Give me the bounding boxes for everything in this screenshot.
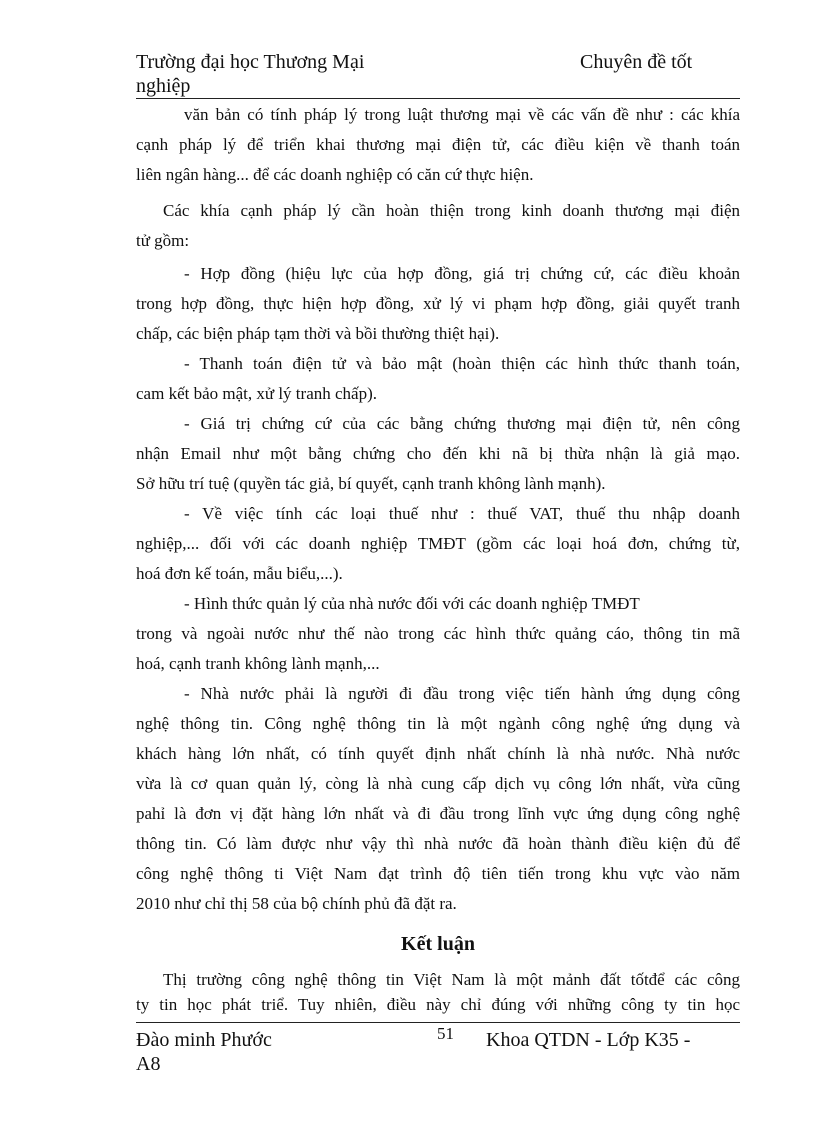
- footer-author-class: A8: [136, 1053, 161, 1075]
- body-line: - Hợp đồng (hiệu lực của hợp đồng, giá trị chứng cứ, các điều khoản: [184, 264, 740, 283]
- body-line: trong và ngoài nước như thế nào trong các hình thức quảng cáo, thông tin mã: [136, 624, 740, 643]
- footer-department: Khoa QTDN - Lớp K35 -: [486, 1029, 691, 1051]
- body-line: trong hợp đồng, thực hiện hợp đồng, xử lý vi phạm hợp đồng, giải quyết tranh: [136, 294, 740, 313]
- body-line: - Về việc tính các loại thuế như : thuế VAT, thuế thu nhập doanh: [184, 504, 740, 523]
- body-line: Sở hữu trí tuệ (quyền tác giả, bí quyết, cạnh tranh không lành mạnh).: [136, 474, 606, 493]
- header-document-title: Chuyên đề tốt: [580, 51, 693, 73]
- header-school-name: Trường đại học Thương Mại: [136, 51, 365, 73]
- body-line: - Thanh toán điện tử và bảo mật (hoàn thiện các hình thức thanh toán,: [184, 354, 740, 373]
- body-line: cam kết bảo mật, xử lý tranh chấp).: [136, 384, 377, 403]
- page-number: 51: [437, 1024, 454, 1043]
- footer-rule: [136, 1022, 740, 1023]
- body-line: nhận Email như một bằng chứng cho đến khi nã bị thừa nhận là giả mạo.: [136, 444, 740, 463]
- body-line: - Giá trị chứng cứ của các bằng chứng thương mại điện tử, nên công: [184, 414, 740, 433]
- body-line: cạnh pháp lý để triển khai thương mại điện tử, các điều kiện về thanh toán: [136, 135, 740, 154]
- body-line: vừa là cơ quan quản lý, còng là nhà cung cấp dịch vụ công lớn nhất, vừa cũng: [136, 774, 740, 793]
- footer-author: Đào minh Phước: [136, 1029, 272, 1051]
- conclusion-line: ty tin học phát triể. Tuy nhiên, điều này chỉ đúng với những công ty tin học: [136, 995, 740, 1014]
- section-heading: Kết luận: [401, 933, 475, 955]
- header-rule: [136, 98, 740, 99]
- body-line: 2010 như chỉ thị 58 của bộ chính phủ đã đặt ra.: [136, 894, 457, 913]
- body-line: khách hàng lớn nhất, có tính quyết định nhất chính là nhà nước. Nhà nước: [136, 744, 740, 763]
- body-line: công nghệ thông ti Việt Nam đạt trình độ tiên tiến trong khu vực vào năm: [136, 864, 740, 883]
- body-line: Các khía cạnh pháp lý cần hoàn thiện trong kinh doanh thương mại điện: [163, 201, 740, 220]
- body-line: - Hình thức quản lý của nhà nước đối với các doanh nghiệp TMĐT: [184, 594, 640, 613]
- body-line: liên ngân hàng... để các doanh nghiệp có căn cứ thực hiện.: [136, 165, 534, 184]
- body-line: hoá đơn kế toán, mẫu biểu,...).: [136, 564, 343, 583]
- body-line: thông tin. Có làm được như vậy thì nhà nước đã hoàn thành điều kiện đủ để: [136, 834, 740, 853]
- body-line: pahỉ là đơn vị đặt hàng lớn nhất và đi đầu trong lĩnh vực ứng dụng công nghệ: [136, 804, 740, 823]
- body-line: hoá, cạnh tranh không lành mạnh,...: [136, 654, 380, 673]
- body-line: tử gồm:: [136, 231, 190, 250]
- header-title-continuation: nghiệp: [136, 75, 191, 97]
- body-line: - Nhà nước phải là người đi đầu trong việc tiến hành ứng dụng công: [184, 684, 740, 703]
- body-line: văn bản có tính pháp lý trong luật thương mại về các vấn đề như : các khía: [184, 105, 740, 124]
- body-line: chấp, các biện pháp tạm thời và bồi thường thiệt hại).: [136, 324, 500, 343]
- body-line: nghiệp,... đối với các doanh nghiệp TMĐT (gồm các loại hoá đơn, chứng từ,: [136, 534, 740, 553]
- conclusion-line: Thị trường công nghệ thông tin Việt Nam là một mảnh đất tốtđể các công: [163, 970, 740, 989]
- body-line: nghệ thông tin. Công nghệ thông tin là một ngành công nghệ ứng dụng và: [136, 714, 740, 733]
